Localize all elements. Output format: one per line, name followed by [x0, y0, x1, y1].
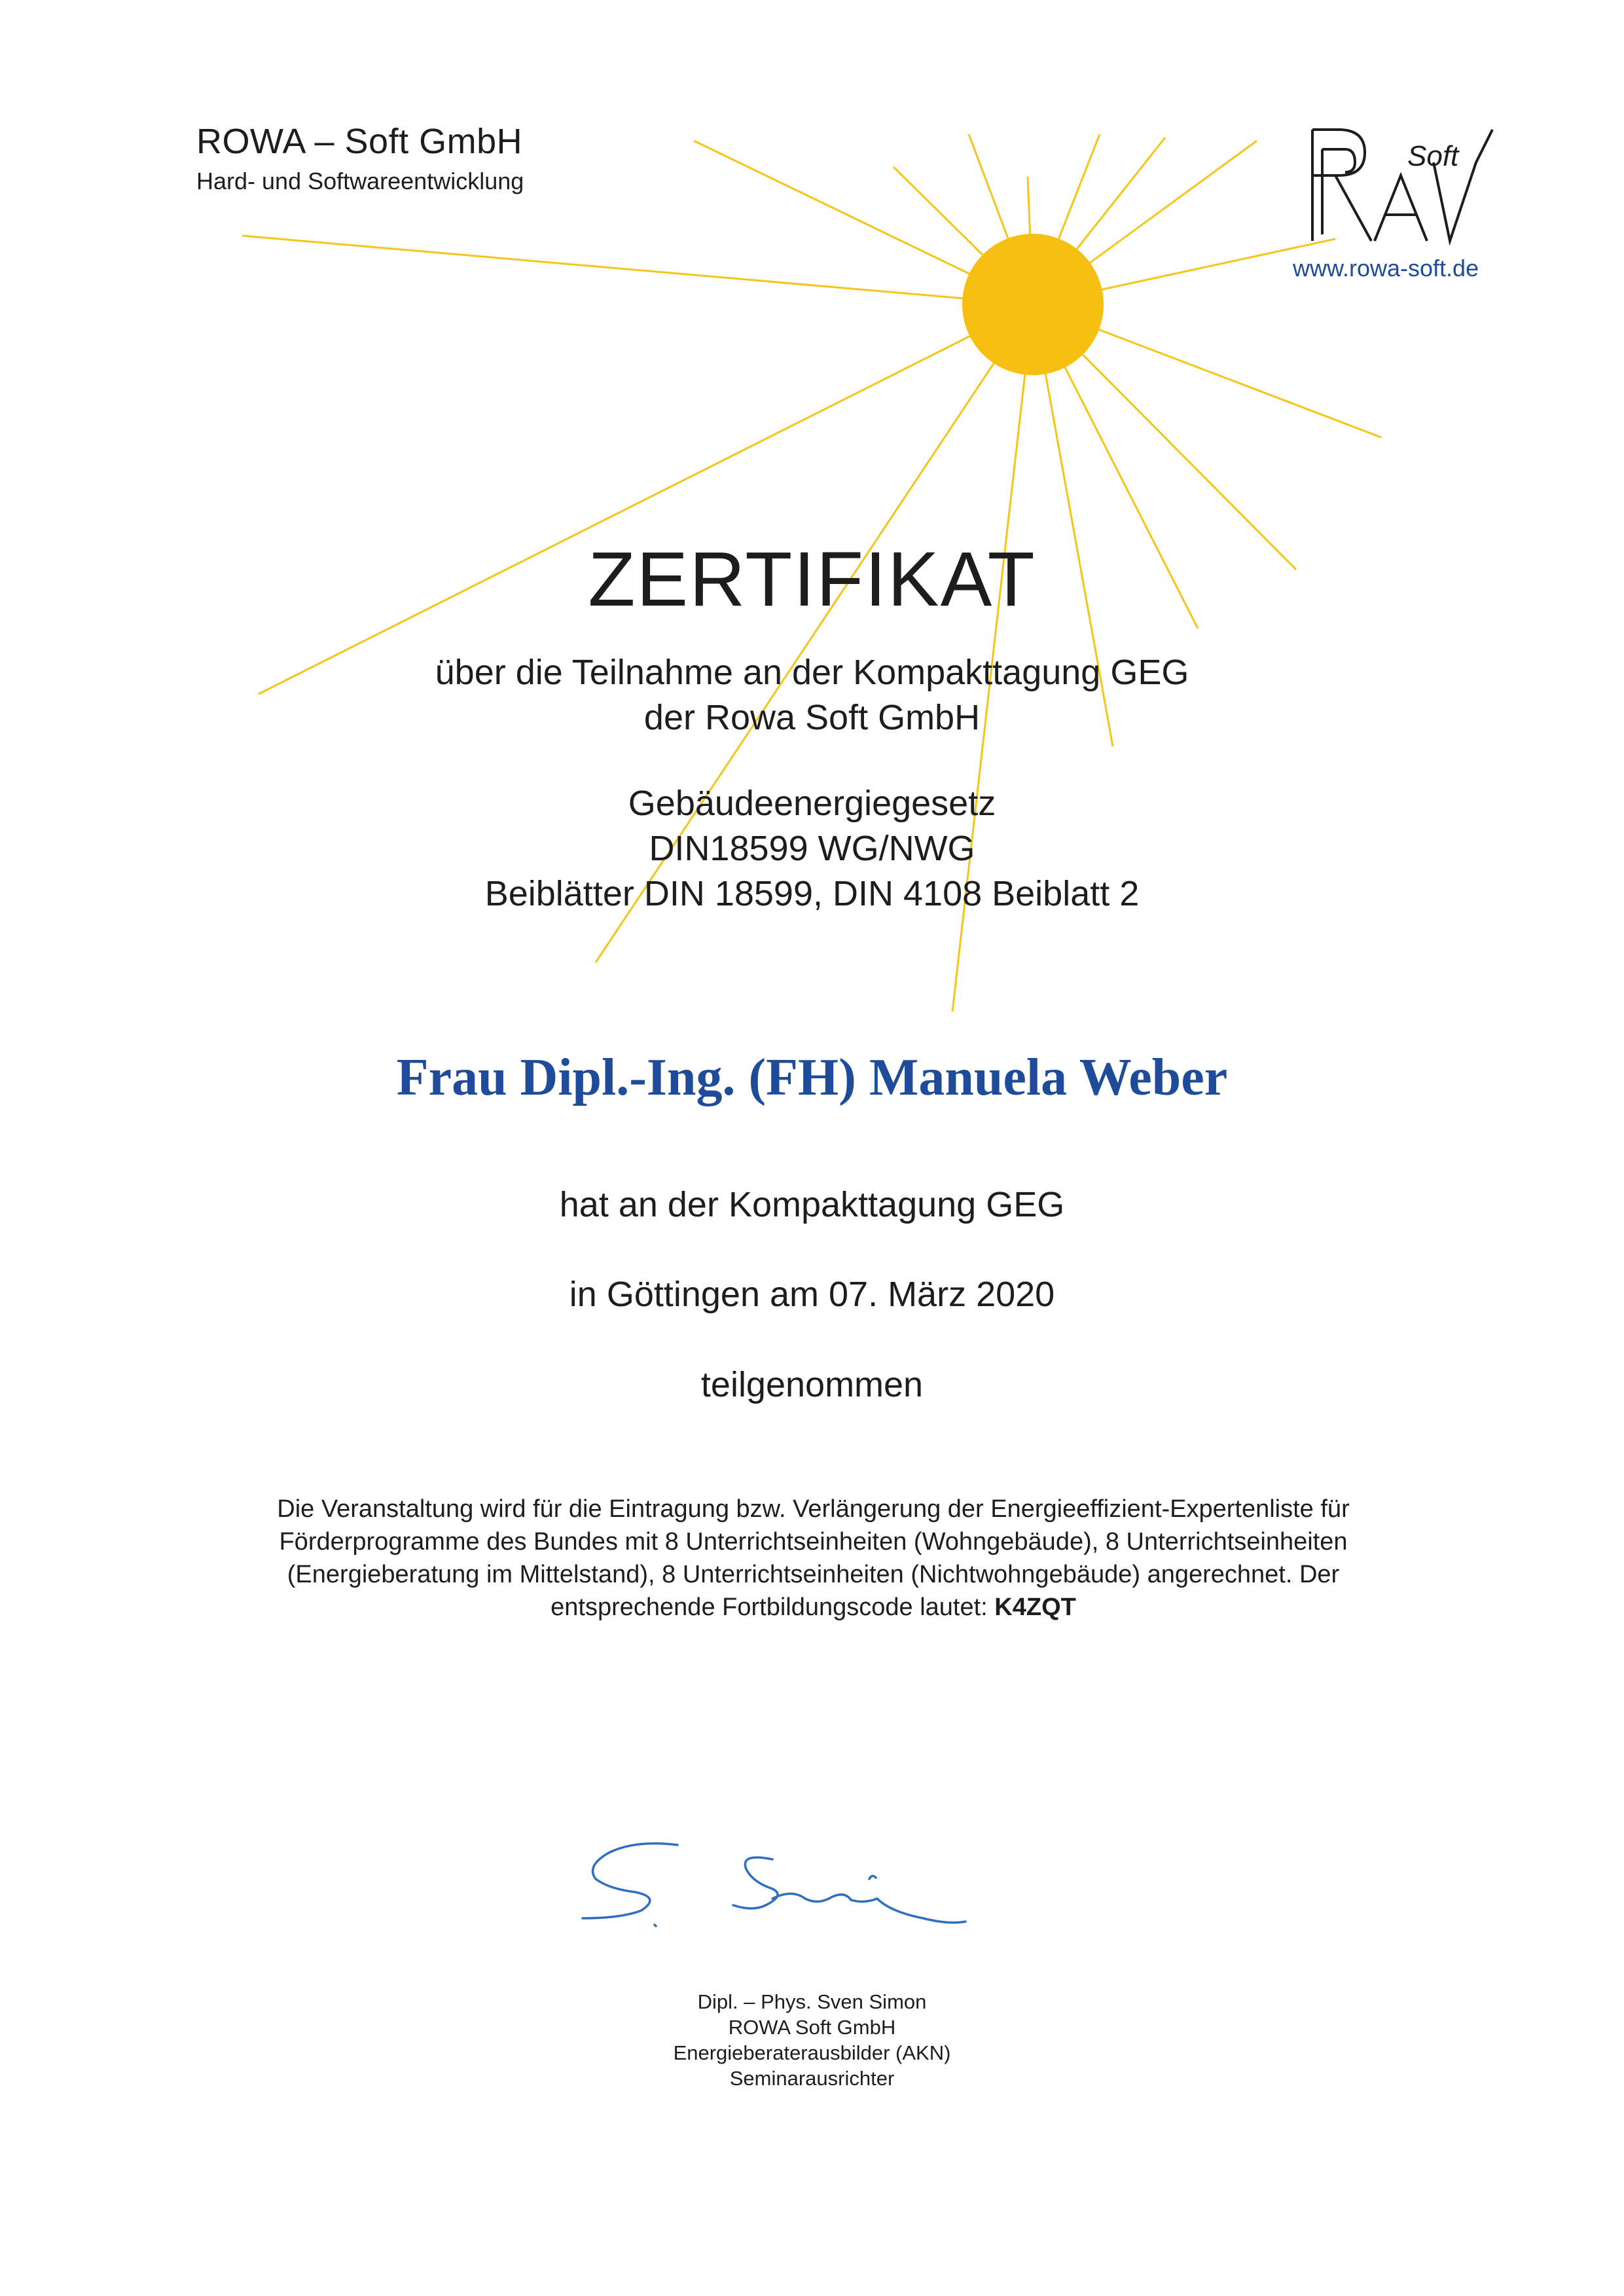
sun-ray [259, 304, 1033, 694]
norm-item: DIN18599 WG/NWG [649, 829, 975, 868]
training-code: K4ZQT [994, 1594, 1076, 1621]
sun [962, 234, 1104, 375]
logo-word: Soft [1407, 140, 1459, 172]
signatory-name: Dipl. – Phys. Sven Simon [697, 1990, 927, 2013]
participation-line-1: hat an der Kompakttagung GEG [559, 1185, 1065, 1224]
website-url[interactable]: www.rowa-soft.de [1293, 255, 1479, 282]
company-subtitle: Hard- und Softwareentwicklung [196, 168, 524, 194]
norm-item: Gebäudeenergiegesetz [628, 784, 996, 823]
company-name: ROWA – Soft GmbH [196, 122, 523, 161]
logo-letters: RAW [1309, 123, 1311, 124]
norm-item: Beiblätter DIN 18599, DIN 4108 Beiblatt 2 [484, 874, 1140, 913]
certificate-subtitle-line-1: über die Teilnahme an der Kompakttagung GEG [435, 653, 1189, 692]
notice-paragraph [216, 1493, 1411, 1624]
rowa-soft-logo [1309, 123, 1499, 247]
signatory-company: ROWA Soft GmbH [728, 2016, 896, 2039]
notice-text: Die Veranstaltung wird für die Eintragung bzw. Verlängerung der Energieeffizient-Expertenliste für Förderprogramme des Bundes mit 8 Unterrichtseinheiten (Wohngebäude), 8 Unterrichtseinheiten (Energieberatung im Mittelstand), 8 Unterrichtseinheiten (Nichtwohngebäude) angerechnet. Der entsprechende Fortbildungscode lautet: [277, 1495, 1350, 1621]
participation-line-2: in Göttingen am 07. März 2020 [569, 1275, 1055, 1314]
recipient-name: Frau Dipl.-Ing. (FH) Manuela Weber [396, 1049, 1228, 1106]
participation-line-3: teilgenommen [700, 1365, 924, 1404]
handwritten-signature [556, 1827, 1080, 1977]
certificate-subtitle-line-2: der Rowa Soft GmbH [643, 698, 981, 737]
signatory-role: Energieberaterausbilder (AKN) [673, 2041, 951, 2064]
sun-ray [242, 236, 1033, 304]
certificate-title: ZERTIFIKAT [588, 536, 1036, 623]
signatory-function: Seminarausrichter [729, 2067, 895, 2090]
